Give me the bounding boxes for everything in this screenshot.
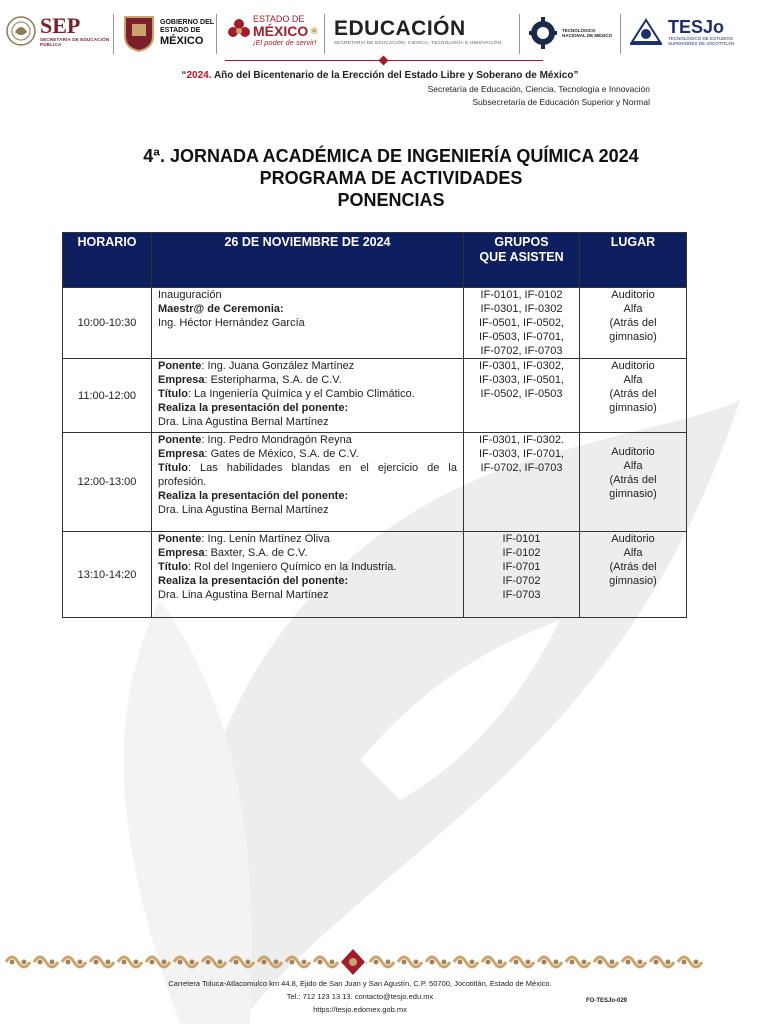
- titulo-label: Título: [158, 462, 188, 474]
- lugar-line: Auditorio: [611, 289, 655, 301]
- edomex-line2: MÉXICO: [253, 23, 309, 39]
- ponente-value: : Ing. Lenin Martínez Oliva: [201, 533, 330, 545]
- footer-address: Carretera Toluca-Atlacomulco km 44.8, Ejido de San Juan y San Agustín, C.P. 50700, Jocotitlán, Estado de México.: [168, 979, 552, 988]
- table-header-row: [63, 233, 687, 288]
- horario-cell: 10:00-10:30: [63, 288, 152, 359]
- grupo-line: IF-0101: [502, 533, 541, 545]
- tesjo-line1: TECNOLÓGICO DE ESTUDIOS: [668, 36, 734, 41]
- lugar-line: Auditorio: [611, 533, 655, 545]
- lugar-line: Auditorio: [611, 360, 655, 372]
- grupo-line: IF-0701: [502, 561, 541, 573]
- sep-title: SEP: [40, 13, 81, 38]
- empresa-label: Empresa: [158, 547, 205, 559]
- ponente-label: Ponente: [158, 434, 202, 446]
- motto-text: Año del Bicentenario de la Erección del Estado Libre y Soberano de México”: [211, 70, 579, 81]
- grupo-line: IF-0702, IF-0703: [480, 345, 563, 357]
- ceremony-host: Ing. Héctor Hernández García: [158, 317, 305, 329]
- grupo-line: IF-0301, IF-0302: [480, 303, 563, 315]
- gear-icon: [528, 14, 558, 52]
- footer-url-link[interactable]: https://tesjo.edomex.gob.mx: [313, 1005, 407, 1014]
- grupo-line: IF-0702: [502, 575, 541, 587]
- sep-subtitle: SECRETARÍA DE EDUCACIÓN PÚBLICA: [40, 37, 110, 47]
- grupo-line: IF-0702, IF-0703: [480, 462, 563, 474]
- titulo-line: [158, 387, 457, 401]
- gobierno-line3: MÉXICO: [160, 35, 204, 47]
- empresa-label: Empresa: [158, 448, 205, 460]
- grupos-cell: [464, 433, 580, 532]
- empresa-line: [158, 447, 457, 461]
- lugar-line: Alfa: [623, 303, 643, 315]
- footer-contact: Tel.: 712 123 13 13. contacto@tesjo.edu.mx: [286, 992, 434, 1001]
- lugar-line: (Atrás del: [609, 388, 657, 400]
- presentacion-label: Realiza la presentación del ponente:: [158, 575, 349, 587]
- table-row: [63, 433, 687, 532]
- table-row: [63, 532, 687, 618]
- presentador-value: Dra. Lina Agustina Bernal Martínez: [158, 504, 329, 516]
- subsecretaria: Subsecretaría de Educación Superior y Normal: [472, 97, 650, 107]
- gobierno-line2: ESTADO DE: [160, 27, 201, 34]
- presentacion-label: Realiza la presentación del ponente:: [158, 490, 349, 502]
- grupos-cell: [464, 532, 580, 618]
- lugar-line: (Atrás del: [609, 561, 657, 573]
- header-lugar: LUGAR: [580, 233, 687, 288]
- ceremony-label: Maestr@ de Ceremonia:: [158, 303, 284, 315]
- tecnm-logo: [528, 14, 612, 52]
- titulo-line: [158, 461, 457, 489]
- grupo-line: IF-0503, IF-0701,: [479, 331, 564, 343]
- titulo-value: : Rol del Ingeniero Químico en la Industria.: [187, 561, 397, 573]
- title-line1: 4ª. JORNADA ACADÉMICA DE INGENIERÍA QUÍMICA 2024: [143, 146, 639, 166]
- horario-cell: 13:10-14:20: [63, 532, 152, 618]
- grupo-line: IF-0101, IF-0102: [480, 289, 563, 301]
- header-grupos-line2: QUE ASISTEN: [479, 250, 564, 264]
- titulo-value: : La Ingeniería Química y el Cambio Climático.: [187, 388, 415, 400]
- grupo-line: IF-0301, IF-0302.: [479, 434, 564, 446]
- presentador-value: Dra. Lina Agustina Bernal Martínez: [158, 589, 329, 601]
- empresa-line: [158, 373, 457, 387]
- grupo-line: IF-0502, IF-0503: [480, 388, 563, 400]
- ponente-line: [158, 532, 457, 546]
- secretaria: Secretaría de Educación, Ciencia, Tecnología e Innovación: [427, 84, 650, 94]
- lugar-cell: [580, 359, 687, 433]
- ornament-icon: ❀: [310, 26, 319, 37]
- tesjo-logo: [628, 14, 734, 50]
- document-code: FO-TESJo-029: [586, 998, 628, 1004]
- header-logos: [0, 0, 768, 70]
- activity-cell: [152, 359, 464, 433]
- tesjo-title: TESJo: [668, 17, 725, 37]
- ponente-label: Ponente: [158, 533, 202, 545]
- empresa-line: [158, 546, 457, 560]
- title-line3: PONENCIAS: [337, 190, 445, 210]
- header-grupos: [464, 233, 580, 288]
- empresa-label: Empresa: [158, 374, 205, 386]
- motto: [170, 70, 590, 81]
- titulo-value: : Las habilidades blandas en el ejercicio de la profesión.: [158, 462, 457, 488]
- header-grupos-line1: GRUPOS: [494, 235, 549, 249]
- header-diamond-icon: [379, 56, 389, 66]
- activity-cell: [152, 288, 464, 359]
- educacion-logo: [334, 18, 501, 45]
- educacion-title: EDUCACIÓN: [334, 17, 466, 40]
- horario-cell: 11:00-12:00: [63, 359, 152, 433]
- activity-cell: [152, 433, 464, 532]
- educacion-subtitle: SECRETARÍA DE EDUCACIÓN, CIENCIA, TECNOLOGÍA E INNOVACIÓN: [334, 40, 502, 45]
- titulo-line: [158, 560, 457, 574]
- lugar-line: Auditorio: [611, 446, 655, 458]
- grupo-line: IF-0301, IF-0302,: [479, 360, 564, 372]
- lugar-line: Alfa: [623, 547, 643, 559]
- tesjo-emblem-icon: [628, 14, 664, 50]
- divider: [519, 14, 520, 54]
- edomex-line1: ESTADO DE: [253, 14, 305, 24]
- ponente-label: Ponente: [158, 360, 202, 372]
- empresa-value: : Gates de México, S.A. de C.V.: [204, 448, 359, 460]
- gobierno-line1: GOBIERNO DEL: [160, 19, 215, 26]
- ponente-line: [158, 359, 457, 373]
- divider: [216, 14, 217, 54]
- grupo-line: IF-0303, IF-0501,: [479, 374, 564, 386]
- activity-cell: [152, 532, 464, 618]
- shield-icon: [122, 14, 156, 52]
- grupos-cell: [464, 288, 580, 359]
- tecnm-line2: NACIONAL DE MÉXICO: [562, 33, 613, 38]
- lugar-line: Alfa: [623, 374, 643, 386]
- lugar-line: (Atrás del: [609, 474, 657, 486]
- grupo-line: IF-0703: [502, 589, 541, 601]
- titulo-label: Título: [158, 561, 188, 573]
- flower-icon: [228, 18, 250, 44]
- grupo-line: IF-0501, IF-0502,: [479, 317, 564, 329]
- footer-address-block: [90, 977, 630, 1016]
- grupo-line: IF-0303, IF-0701,: [479, 448, 564, 460]
- sep-logo: [6, 14, 110, 48]
- empresa-value: : Esteripharma, S.A. de C.V.: [204, 374, 342, 386]
- ponente-value: : Ing. Juana González Martínez: [201, 360, 355, 372]
- lugar-line: Alfa: [623, 460, 643, 472]
- motto-open-quote: “: [181, 70, 187, 81]
- presentacion-label: Realiza la presentación del ponente:: [158, 402, 349, 414]
- lugar-line: gimnasio): [609, 331, 657, 343]
- presentador-value: Dra. Lina Agustina Bernal Martínez: [158, 416, 329, 428]
- lugar-line: (Atrás del: [609, 317, 657, 329]
- table-row: [63, 288, 687, 359]
- ponente-value: : Ing. Pedro Mondragón Reyna: [201, 434, 352, 446]
- schedule-table: [62, 232, 687, 618]
- motto-year: 2024.: [186, 70, 212, 81]
- grupo-line: IF-0102: [502, 547, 541, 559]
- lugar-line: gimnasio): [609, 402, 657, 414]
- table-row: [63, 359, 687, 433]
- edomex-logo: [228, 14, 319, 48]
- lugar-line: gimnasio): [609, 575, 657, 587]
- document-title: [60, 145, 722, 211]
- tesjo-line2: SUPERIORES DE JOCOTITLÁN: [668, 41, 735, 46]
- header-fecha: 26 DE NOVIEMBRE DE 2024: [152, 233, 464, 288]
- tecnm-line1: TECNOLÓGICO: [562, 28, 596, 33]
- lugar-line: gimnasio): [609, 488, 657, 500]
- titulo-label: Título: [158, 388, 188, 400]
- lugar-cell: [580, 532, 687, 618]
- horario-cell: 12:00-13:00: [63, 433, 152, 532]
- divider: [620, 14, 621, 54]
- event-name: Inauguración: [158, 289, 222, 301]
- grupos-cell: [464, 359, 580, 433]
- ponente-line: [158, 433, 457, 447]
- header-horario: HORARIO: [63, 233, 152, 288]
- edomex-slogan: ¡El poder de servir!: [253, 38, 317, 47]
- footer-ornament-border: [4, 948, 704, 976]
- lugar-cell: [580, 433, 687, 532]
- divider: [113, 14, 114, 54]
- gobierno-logo: [122, 14, 214, 52]
- title-line2: PROGRAMA DE ACTIVIDADES: [259, 168, 523, 188]
- empresa-value: : Baxter, S.A. de C.V.: [204, 547, 308, 559]
- mexico-coat-of-arms-icon: [6, 14, 36, 48]
- lugar-cell: [580, 288, 687, 359]
- divider: [324, 14, 325, 54]
